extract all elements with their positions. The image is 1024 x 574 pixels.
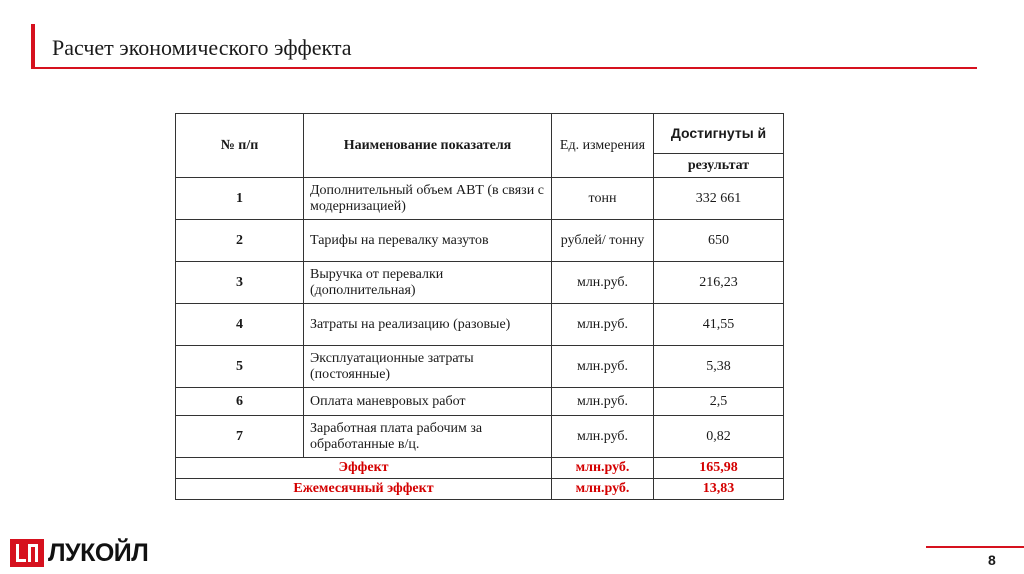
lukoil-logo xyxy=(10,538,148,568)
brand-name: ЛУКОЙЛ xyxy=(48,538,149,567)
row-unit: млн.руб. xyxy=(552,346,654,388)
monthly-total-value: 13,83 xyxy=(654,479,784,500)
row-unit: млн.руб. xyxy=(552,388,654,416)
row-name: Выручка от перевалки (дополнительная) xyxy=(304,262,552,304)
page-number: 8 xyxy=(988,552,996,568)
total-label: Эффект xyxy=(176,458,552,479)
row-value: 0,82 xyxy=(654,416,784,458)
monthly-total-row xyxy=(176,479,784,500)
total-row xyxy=(176,458,784,479)
row-unit: тонн xyxy=(552,178,654,220)
row-name: Эксплуатационные затраты (постоянные) xyxy=(304,346,552,388)
row-name: Оплата маневровых работ xyxy=(304,388,552,416)
total-unit: млн.руб. xyxy=(552,458,654,479)
footer-divider xyxy=(926,546,1024,548)
monthly-total-label: Ежемесячный эффект xyxy=(176,479,552,500)
row-unit: рублей/ тонну xyxy=(552,220,654,262)
total-value: 165,98 xyxy=(654,458,784,479)
title-accent-bar xyxy=(31,24,35,68)
row-value: 2,5 xyxy=(654,388,784,416)
row-unit: млн.руб. xyxy=(552,416,654,458)
header-unit: Ед. измерения xyxy=(552,114,654,178)
table-row xyxy=(176,346,784,388)
header-num: № п/п xyxy=(176,114,304,178)
row-num: 6 xyxy=(176,388,304,416)
row-num: 2 xyxy=(176,220,304,262)
monthly-total-unit: млн.руб. xyxy=(552,479,654,500)
row-name: Дополнительный объем АВТ (в связи с модернизацией) xyxy=(304,178,552,220)
row-num: 7 xyxy=(176,416,304,458)
row-value: 216,23 xyxy=(654,262,784,304)
table-row xyxy=(176,262,784,304)
row-value: 41,55 xyxy=(654,304,784,346)
row-unit: млн.руб. xyxy=(552,304,654,346)
row-num: 1 xyxy=(176,178,304,220)
table-row xyxy=(176,178,784,220)
lukoil-logo-icon xyxy=(10,539,44,567)
slide-title: Расчет экономического эффекта xyxy=(52,35,352,60)
header-name: Наименование показателя xyxy=(304,114,552,178)
row-name: Тарифы на перевалку мазутов xyxy=(304,220,552,262)
row-value: 650 xyxy=(654,220,784,262)
row-value: 5,38 xyxy=(654,346,784,388)
row-value: 332 661 xyxy=(654,178,784,220)
row-name: Затраты на реализацию (разовые) xyxy=(304,304,552,346)
header-result-bottom: результат xyxy=(654,154,784,178)
row-num: 4 xyxy=(176,304,304,346)
row-num: 3 xyxy=(176,262,304,304)
row-num: 5 xyxy=(176,346,304,388)
table-row xyxy=(176,304,784,346)
table-row xyxy=(176,388,784,416)
economic-effect-table xyxy=(175,113,784,500)
table-row xyxy=(176,220,784,262)
row-unit: млн.руб. xyxy=(552,262,654,304)
row-name: Заработная плата рабочим за обработанные в/ц. xyxy=(304,416,552,458)
title-divider xyxy=(31,67,977,69)
table-row xyxy=(176,416,784,458)
header-result-top: Достигнуты й xyxy=(654,114,784,154)
